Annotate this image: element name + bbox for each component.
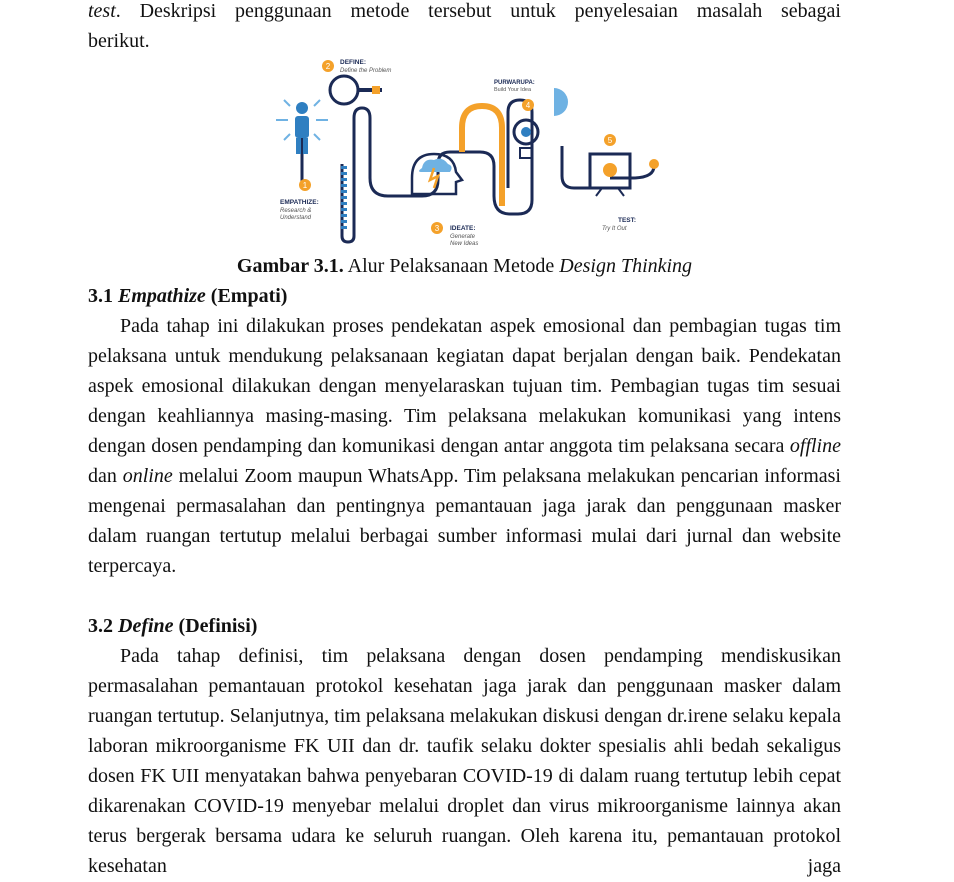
stage-number-4: [522, 99, 534, 111]
stage-number-2: [322, 60, 334, 72]
section-3-2-paragraph: [88, 641, 841, 881]
caption-text: Alur Pelaksanaan Metode: [343, 255, 560, 277]
section-3-2-title-rest: (Definisi): [173, 615, 258, 637]
section-3-1-paragraph: [88, 311, 841, 581]
presentation-board-icon: [590, 154, 630, 196]
intro-line-1-rest: . Deskripsi penggunaan metode tersebut untuk penyelesaian masalah sebagai: [115, 0, 841, 22]
stage-4-title: PURWARUPA:: [494, 80, 535, 86]
section-3-1: [88, 281, 841, 581]
section-3-1-number: 3.1: [88, 285, 118, 307]
design-thinking-diagram: [262, 56, 682, 250]
offline-word: offline: [789, 435, 841, 457]
section-3-2: [88, 611, 841, 881]
svg-text:3: 3: [434, 224, 440, 233]
magnifier-icon: [330, 76, 382, 104]
svg-text:1: 1: [302, 181, 308, 190]
stage-2-title: DEFINE:: [340, 59, 366, 66]
stage-2-sub: Define the Problem: [340, 68, 392, 74]
caption-italic: Design Thinking: [559, 255, 693, 277]
svg-text:5: 5: [607, 136, 613, 145]
intro-line-2: berikut.: [88, 30, 150, 52]
intro-italic-word: test: [88, 0, 116, 22]
section-3-1-text-a: Pada tahap ini dilakukan proses pendekatan aspek emosional dan pembagian tugas tim pelaksana untuk mendukung pelaksanaan kegiatan dapat berjalan dengan baik. Pendekatan aspek emosional dilakukan dengan menyelaraskan tujuan tim. Pembagian tugas tim sesuai dengan keahliannya masing-masing. Tim pelaksana melakukan komunikasi yang intens dengan dosen pendamping dan komunikasi dengan antar anggota tim pelaksana secara: [88, 315, 841, 457]
section-3-2-number: 3.2: [88, 615, 118, 637]
intro-line-1: [88, 0, 841, 26]
section-3-2-title-italic: Define: [118, 615, 174, 637]
section-3-2-heading: [88, 611, 841, 641]
section-3-2-text: Pada tahap definisi, tim pelaksana dengan dosen pendamping mendiskusikan permasalahan pemantauan protokol kesehatan jaga jarak dan penggunaan masker dalam ruangan tertutup. Selanjutnya, tim pelaksana melakukan diskusi dengan dr.irene selaku kepala laboran mikroorganisme FK UII dan dr. taufik selaku dokter spesialis ahli bedah sekaligus dosen FK UII menyatakan bahwa penyebaran COVID-19 di dalam ruang tertutup lebih cepat dikarenakan COVID-19 menyebar melalui droplet dan virus mikroorganisme lainnya akan terus bergerak bersama udara ke seluruh ruangan. Oleh karena itu, pemantauan protokol kesehatan jaga: [88, 645, 841, 877]
svg-text:4: 4: [525, 101, 531, 110]
stage-3-sub2: New Ideas: [450, 241, 479, 247]
svg-text:2: 2: [325, 62, 331, 71]
section-3-1-title-rest: (Empati): [205, 285, 288, 307]
section-3-1-title-italic: Empathize: [118, 285, 206, 307]
stage-4-sub: Build Your Idea: [494, 87, 532, 93]
stage-number-5: [604, 134, 616, 146]
figure-caption: [88, 252, 841, 280]
process-path: [302, 100, 532, 242]
stage-1-title: EMPATHIZE:: [280, 199, 319, 206]
stage-number-3: [431, 222, 443, 234]
section-3-1-heading: [88, 281, 841, 311]
caption-label: Gambar 3.1.: [236, 255, 344, 277]
stage-number-1: [299, 179, 311, 191]
stage-5-sub: Try It Out: [602, 226, 627, 232]
intro-text: [88, 0, 841, 56]
section-3-1-text-b: melalui Zoom maupun WhatsApp. Tim pelaksana melakukan pencarian informasi mengenai permasalahan dan pentingnya pemantauan jaga jarak dan penggunaan masker dalam ruangan tertutup melalui berbagai sumber informasi mulai dari jurnal dan website terpercaya.: [88, 465, 841, 577]
end-dot: [649, 159, 659, 169]
stage-5-title: TEST:: [618, 217, 637, 224]
stage-1-sub1: Research &: [280, 208, 312, 214]
online-word: online: [122, 465, 173, 487]
stage-3-sub1: Generate: [450, 234, 476, 240]
process-path-orange: [462, 106, 502, 206]
stage-3-title: IDEATE:: [450, 225, 476, 232]
dan-word: dan: [88, 465, 123, 487]
gear-bulb-icon: [514, 88, 568, 158]
stage-1-sub2: Understand: [280, 215, 312, 221]
